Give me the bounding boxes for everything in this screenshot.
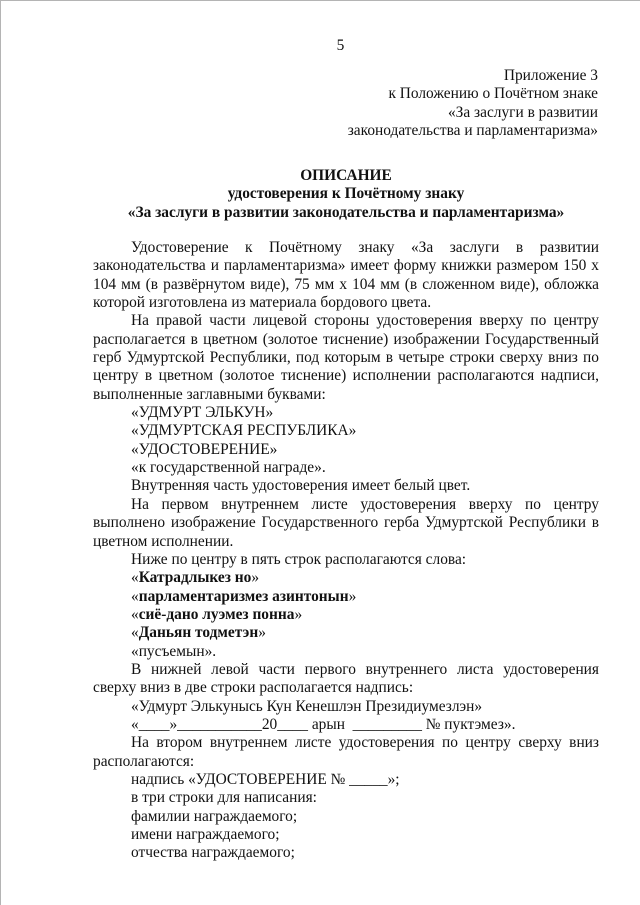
- udmurt-word-line: «сиё-дано луэмез понна»: [131, 605, 303, 623]
- inner-sheet-line: имени награждаемого;: [131, 826, 280, 843]
- inner-sheet-line: в три строки для написания:: [131, 789, 317, 807]
- appendix-line: законодательства и парламентаризма»: [347, 122, 598, 140]
- page-number: 5: [336, 37, 345, 54]
- paragraph-first-sheet: На первом внутреннем листе удостоверения вверху по центру выполнено изображение Государственного герба Удмуртской Республики в цветном исполнении.: [93, 495, 599, 550]
- inner-sheet-line: фамилии награждаемого;: [131, 807, 298, 825]
- appendix-line: к Положению о Почётном знаке: [388, 85, 598, 103]
- paragraph-second-sheet: На втором внутреннем листе удостоверения по центру сверху вниз располагаются:: [93, 734, 599, 770]
- udmurt-word-line: «Катрадлыкез но»: [131, 569, 260, 587]
- cover-inscription-line: «УДОСТОВЕРЕНИЕ»: [131, 440, 278, 458]
- appendix-line: «За заслуги в развитии: [447, 103, 598, 121]
- paragraph-cover-emblem: На правой части лицевой стороны удостоверения вверху по центру располагается в цветном (золотое тиснение) изображении Государственный герб Удмуртской Республики, под которым в четыре строки сверху вниз по центру в цветном (золотое тиснение) исполнении располагаются надписи, выполненные заглавными буквами:: [93, 312, 599, 403]
- udmurt-word-line: «Даньян тодметэн»: [131, 624, 266, 642]
- title-subheading: удостоверения к Почётному знаку: [227, 185, 465, 203]
- paragraph-cover-format: Удостоверение к Почётному знаку «За заслуги в развитии законодательства и парламентаризма» имеет форму книжки размером 150 х 104 мм (в развёрнутом виде), 75 мм х 104 мм (в сложенном виде), обложка которой изготовлена из материала бордового цвета.: [93, 239, 599, 312]
- presidium-line: «Удмурт Элькунысь Кун Кенешлэн Президиумезлэн»: [131, 697, 483, 715]
- udmurt-word-line: «пусъемын».: [131, 642, 217, 660]
- paragraph-inner-color: Внутренняя часть удостоверения имеет белый цвет.: [131, 477, 471, 495]
- appendix-reference: [348, 67, 598, 140]
- document-body: [93, 239, 599, 863]
- paragraph-five-lines: Ниже по центру в пять строк располагаются слова:: [131, 550, 467, 568]
- paragraph-lower-left: В нижней левой части первого внутреннего листа удостоверения сверху вниз в две строки располагается надпись:: [93, 660, 599, 697]
- title-heading: ОПИСАНИЕ: [300, 167, 392, 184]
- appendix-line: Приложение 3: [503, 67, 598, 84]
- inner-sheet-line: отчества награждаемого;: [131, 844, 295, 862]
- cover-inscription-line: «УДМУРТ ЭЛЬКУН»: [131, 404, 274, 422]
- cover-inscription-line: «УДМУРТСКАЯ РЕСПУБЛИКА»: [131, 422, 357, 440]
- date-number-line: «____»___________20____ арын _________ № пуктэмез».: [131, 715, 516, 733]
- document-title: [93, 167, 599, 222]
- title-award-name: «За заслуги в развитии законодательства и парламентаризма»: [127, 203, 565, 221]
- cover-inscription-line: «к государственной награде».: [131, 459, 326, 477]
- inner-sheet-line: надпись «УДОСТОВЕРЕНИЕ № _____»;: [131, 770, 400, 788]
- udmurt-word-line: «парламентаризмез азинтонын»: [131, 587, 357, 605]
